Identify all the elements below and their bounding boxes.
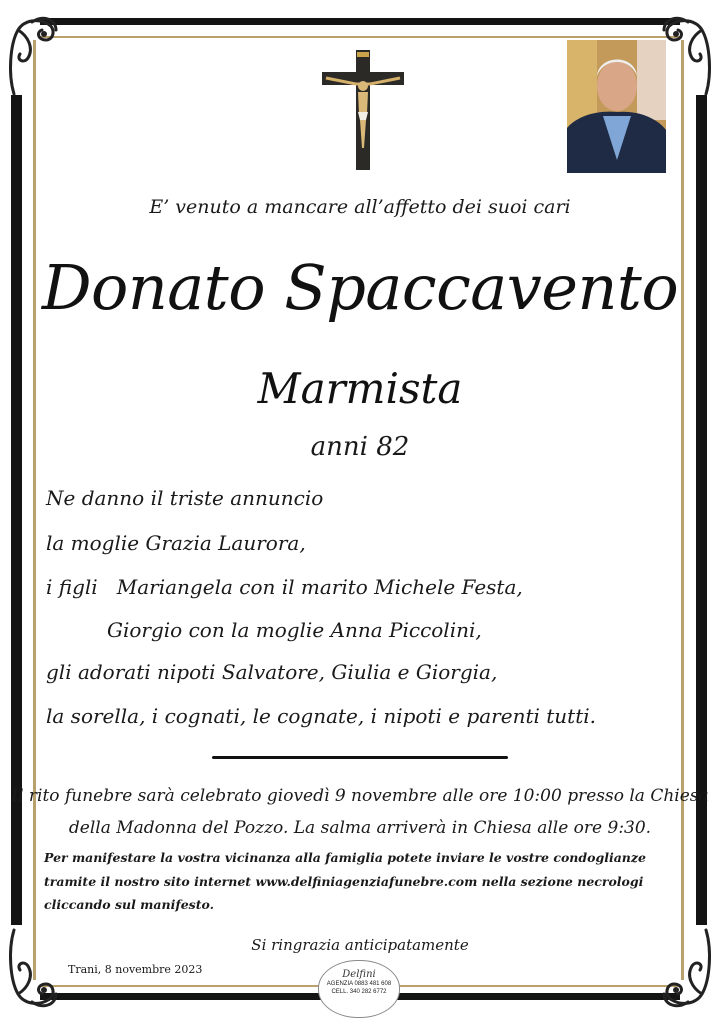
intro-text: E’ venuto a mancare all’affetto dei suoi cari — [149, 196, 571, 218]
condolences-text: tramite il nostro sito internet www.delfiniagenziafunebre.com nella sezione necrologi — [44, 874, 644, 889]
deceased-age: anni 82 — [310, 432, 410, 462]
logo-name: Delfini — [342, 969, 376, 980]
frame-top-border — [40, 18, 680, 25]
deceased-name: Donato Spaccavento — [41, 251, 679, 324]
announcement-line: i figli Mariangela con il marito Michele Festa, — [46, 575, 523, 599]
announcement-line: gli adorati nipoti Salvatore, Giulia e Giorgia, — [46, 660, 498, 684]
announcement-line: la moglie Grazia Laurora, — [46, 531, 306, 555]
agency-logo — [318, 960, 400, 1018]
funeral-rite-text: della Madonna del Pozzo. La salma arriverà in Chiesa alle ore 9:30. — [68, 818, 652, 838]
thanks-text: Si ringrazia anticipatamente — [251, 936, 469, 954]
portrait-photo — [567, 40, 666, 173]
corner-ornament-icon — [660, 14, 716, 100]
announcement-line: Ne danno il triste annuncio — [46, 486, 324, 510]
gold-inner-line-right — [681, 40, 684, 980]
gold-inner-line-left — [33, 40, 36, 980]
section-divider — [212, 756, 508, 759]
crucifix-icon — [318, 48, 408, 172]
condolences-text: Per manifestare la vostra vicinanza alla famiglia potete inviare le vostre condoglianze — [44, 850, 646, 865]
funeral-rite-text: Il rito funebre sarà celebrato giovedì 9 novembre alle ore 10:00 presso la Chiesa — [11, 786, 709, 806]
gold-inner-line-top — [40, 36, 680, 38]
place-date: Trani, 8 novembre 2023 — [68, 963, 203, 976]
announcement-line: la sorella, i cognati, le cognate, i nipoti e parenti tutti. — [46, 704, 596, 728]
corner-ornament-icon — [4, 14, 60, 100]
announcement-line: Giorgio con la moglie Anna Piccolini, — [107, 618, 482, 642]
logo-phone-cell: CELL. 340 282 6772 — [331, 989, 387, 995]
logo-phone-agency: AGENZIA 0883 481 608 — [326, 981, 392, 987]
condolences-text: cliccando sul manifesto. — [44, 897, 214, 912]
deceased-profession: Marmista — [257, 364, 463, 413]
